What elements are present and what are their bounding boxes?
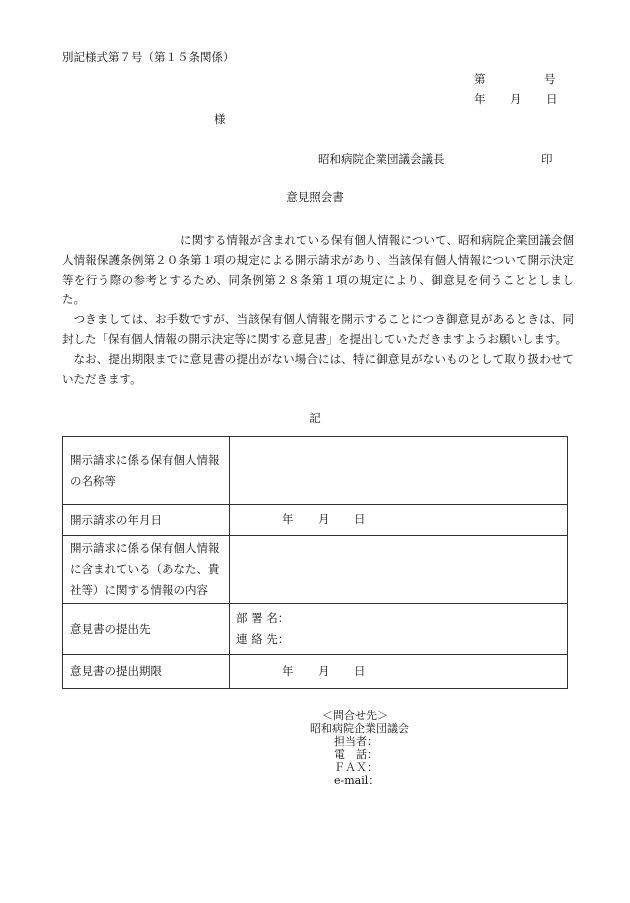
number-suffix: 号 — [544, 72, 556, 86]
date-year: 年 — [474, 92, 486, 106]
date-month: 月 — [510, 92, 522, 106]
row-value-info-name — [230, 437, 568, 505]
date-day: 日 — [546, 92, 558, 106]
request-month: 月 — [318, 512, 330, 526]
sender-name: 昭和病院企業団議会議長 — [318, 152, 445, 166]
document-title: 意見照会書 — [286, 190, 344, 204]
contact-org: 昭和病院企業団議会 — [310, 722, 409, 735]
row-value-info-content — [230, 536, 568, 604]
body-text — [62, 231, 574, 389]
table-row — [63, 655, 568, 689]
contact-phone: 電 話： — [334, 748, 378, 761]
deadline-day: 日 — [354, 663, 366, 678]
row-label-submission-deadline: 意見書の提出期限 — [63, 655, 230, 689]
ki-heading: 記 — [309, 411, 321, 425]
row-value-submission-deadline — [230, 655, 568, 689]
table-row — [63, 604, 568, 655]
row-label-info-name: 開示請求に係る保有個人情報の名称等 — [63, 437, 230, 505]
contact-heading: ＜問合せ先＞ — [322, 709, 388, 722]
contact-fax: ＦＡＸ： — [334, 761, 378, 774]
row-label-request-date: 開示請求の年月日 — [63, 505, 230, 536]
row-value-submission-destination — [230, 604, 568, 655]
document-number-line — [474, 71, 556, 87]
body-paragraph-1: に関する情報が含まれている保有個人情報について、昭和病院企業団議会個人情報保護条例第２０条第１項の規定による開示請求があり、当該保有個人情報について開示決定等を行う際の参考とするため、同条例第２８条第１項の規定により、御意見を伺うこととしました。 — [62, 233, 574, 307]
document-date-line — [474, 91, 564, 105]
row-label-info-content: 開示請求に係る保有個人情報に含まれている（あなた、貴社等）に関する情報の内容 — [63, 536, 230, 604]
addressee-suffix: 様 — [214, 112, 226, 126]
contact-label: 連 絡 先： — [236, 632, 290, 646]
deadline-month: 月 — [318, 663, 330, 678]
department-label: 部 署 名： — [236, 611, 290, 625]
contact-person: 担当者： — [334, 735, 378, 748]
row-label-submission-destination: 意見書の提出先 — [63, 604, 230, 655]
table-row — [63, 536, 568, 604]
deadline-year: 年 — [282, 663, 294, 678]
row-value-request-date — [230, 505, 568, 536]
body-paragraph-3: なお、提出期限までに意見書の提出がない場合には、特に御意見がないものとして取り扱わせていただきます。 — [62, 351, 574, 386]
table-row — [63, 505, 568, 536]
request-year: 年 — [282, 512, 294, 526]
body-paragraph-2: つきましては、お手数ですが、当該保有個人情報を開示することにつき御意見があるときは、同封した「保有個人情報の開示決定等に関する意見書」を提出していただきますようお願いします。 — [62, 312, 574, 346]
number-prefix: 第 — [474, 72, 486, 86]
table-row — [63, 437, 568, 505]
contact-email: e-mail： — [334, 774, 380, 787]
seal-mark: 印 — [541, 152, 553, 166]
info-table — [62, 436, 568, 689]
form-label: 別記様式第７号（第１５条関係） — [62, 50, 235, 64]
request-day: 日 — [354, 512, 366, 526]
